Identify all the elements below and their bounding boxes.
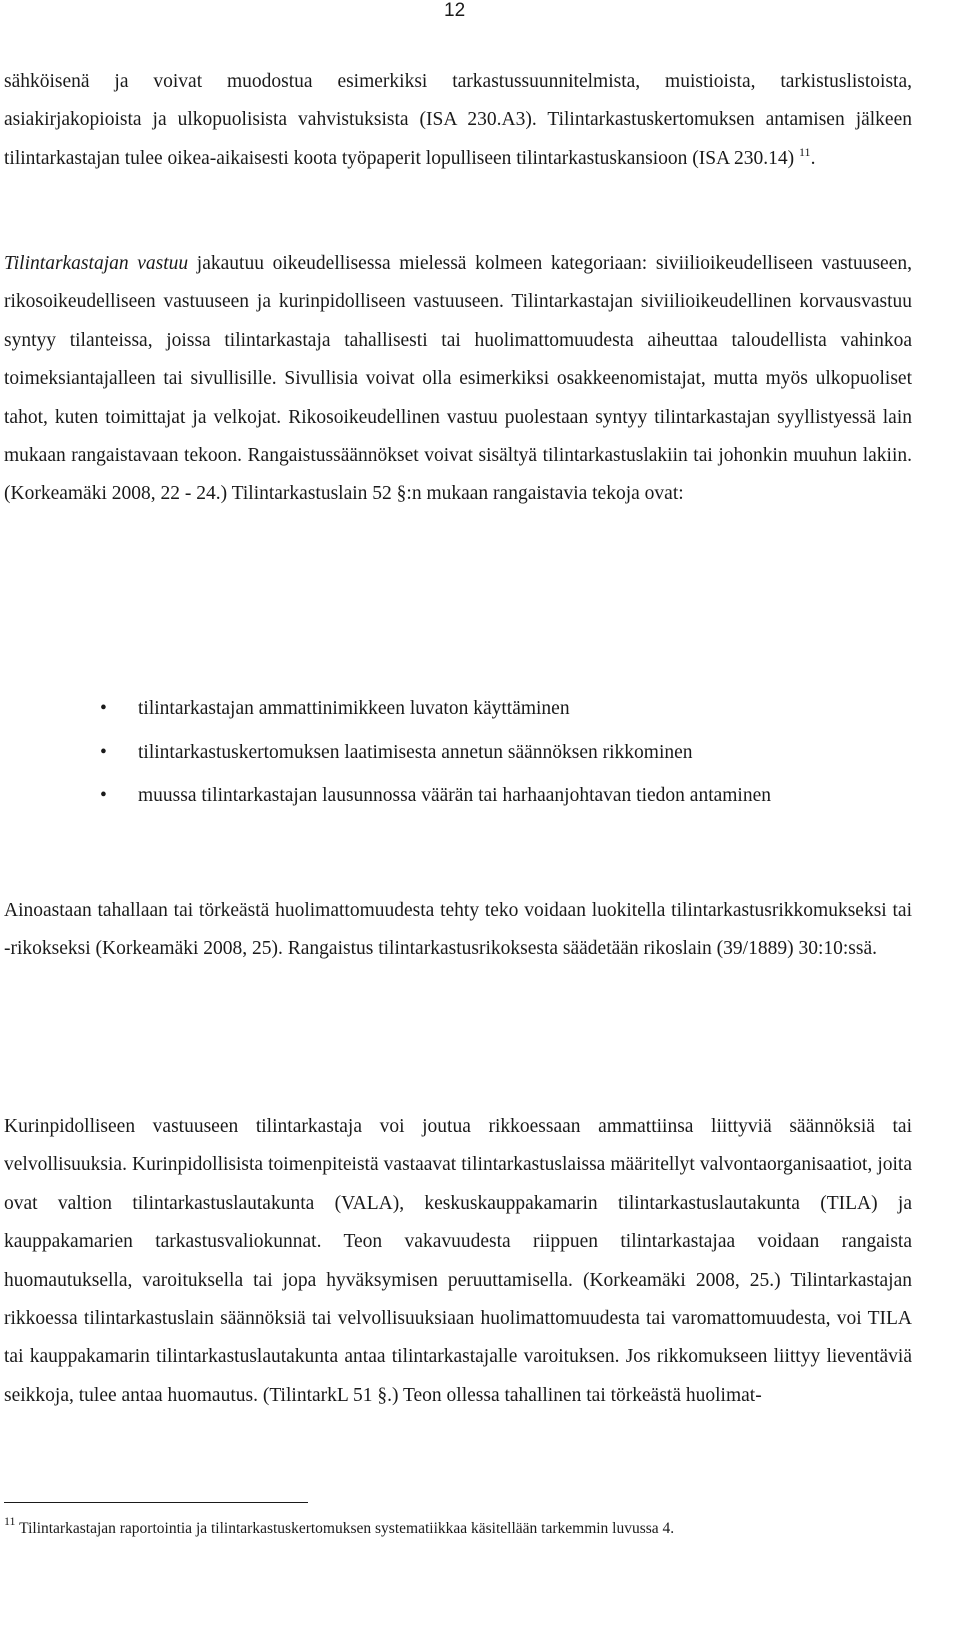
paragraph-working-papers: [4, 63, 912, 178]
list-item: [100, 774, 912, 818]
list-item: [100, 687, 912, 731]
punishable-acts-list: [100, 687, 912, 818]
footnote-number: 11: [4, 1514, 16, 1528]
footnote-text: Tilintarkastajan raportointia ja tilintarkastuskertomuksen systematiikkaa käsitellään tarkemmin luvussa 4.: [15, 1520, 675, 1537]
paragraph-audit-offence: [4, 892, 912, 969]
bullet-icon: •: [100, 698, 107, 719]
italic-term: Tilintarkastajan vastuu: [4, 253, 189, 274]
footnote-reference[interactable]: 11: [799, 144, 811, 159]
bullet-icon: •: [100, 741, 107, 763]
list-item-text: tilintarkastajan ammattinimikkeen luvaton käyttäminen: [138, 698, 570, 719]
paragraph-auditor-liability: [4, 245, 912, 514]
paragraph-text: sähköisenä ja voivat muodostua esimerkiksi tarkastussuunnitelmista, muistioista, tarkistuslistoista, asiakirjakopioista ja ulkopuolisista vahvistuksista (ISA 230.A3). Tilintarkastuskertomuksen antamisen jälkeen tilintarkastajan tulee oikea-aikaisesti koota työpaperit lopulliseen tilintarkastuskansioon (ISA 230.14): [4, 71, 912, 169]
page-number: 12: [444, 0, 466, 21]
footnote: [4, 1514, 912, 1541]
list-item-text: muussa tilintarkastajan lausunnossa väärän tai harhaanjohtavan tiedon antaminen: [138, 785, 772, 806]
paragraph-end: .: [810, 147, 816, 169]
paragraph-text: jakautuu oikeudellisessa mielessä kolmeen kategoriaan: siviilioikeudelliseen vastuuseen, rikosoikeudelliseen vastuuseen ja kurinpidolliseen vastuuseen. Tilintarkastajan siviilioikeudellinen korvausvastuu syntyy tilanteissa, joissa tilintarkastaja tahallisesti tai huolimattomuudesta aiheuttaa taloudellista vahinkoa toimeksiantajalleen tai sivullisille. Sivullisia voivat olla esimerkiksi osakkeenomistajat, mutta myös ulkopuoliset tahot, kuten toimittajat ja velkojat. Rikosoikeudellinen vastuu puolestaan syntyy tilintarkastajan syyllistyessä lain mukaan rangaistavaan tekoon. Rangaistussäännökset voivat sisältyä tilintarkastuslakiin tai johonkin muuhun lakiin. (Korkeamäki 2008, 22 - 24.) Tilintarkastuslain 52 §:n mukaan rangaistavia tekoja ovat:: [4, 253, 912, 505]
bullet-icon: •: [100, 785, 107, 806]
list-item-text: tilintarkastuskertomuksen laatimisesta annetun säännöksen rikkominen: [138, 741, 693, 763]
paragraph-disciplinary-liability: [4, 1108, 912, 1415]
list-item: [100, 731, 912, 775]
paragraph-text: Kurinpidolliseen vastuuseen tilintarkastaja voi joutua rikkoessaan ammattiinsa liittyviä säännöksiä tai velvollisuuksia. Kurinpidollisista toimenpiteistä vastaavat tilintarkastuslaissa määritellyt valvontaorganisaatiot, joita ovat valtion tilintarkastuslautakunta (VALA), keskuskauppakamarin tilintarkastuslautakunta (TILA) ja kauppakamarien tarkastusvaliokunnat. Teon vakavuudesta riippuen tilintarkastajaa voidaan rangaista huomautuksella, varoituksella tai jopa hyväksymisen peruuttamisella. (Korkeamäki 2008, 25.) Tilintarkastajan rikkoessa tilintarkastuslain säännöksiä tai velvollisuuksiaan huolimattomuudesta tai varomattomuudesta, voi TILA tai kauppakamarin tilintarkastuslautakunta antaa tilintarkastajalle varoituksen. Jos rikkomukseen liittyy lieventäviä seikkoja, tulee antaa huomautus. (TilintarkL 51 §.) Teon ollessa tahallinen tai törkeästä huolimat-: [4, 1116, 912, 1406]
paragraph-text: Ainoastaan tahallaan tai törkeästä huolimattomuudesta tehty teko voidaan luokitella tilintarkastusrikkomukseksi tai -rikokseksi (Korkeamäki 2008, 25). Rangaistus tilintarkastusrikoksesta säädetään rikoslain (39/1889) 30:10:ssä.: [4, 900, 912, 960]
footnote-divider: [4, 1502, 308, 1503]
